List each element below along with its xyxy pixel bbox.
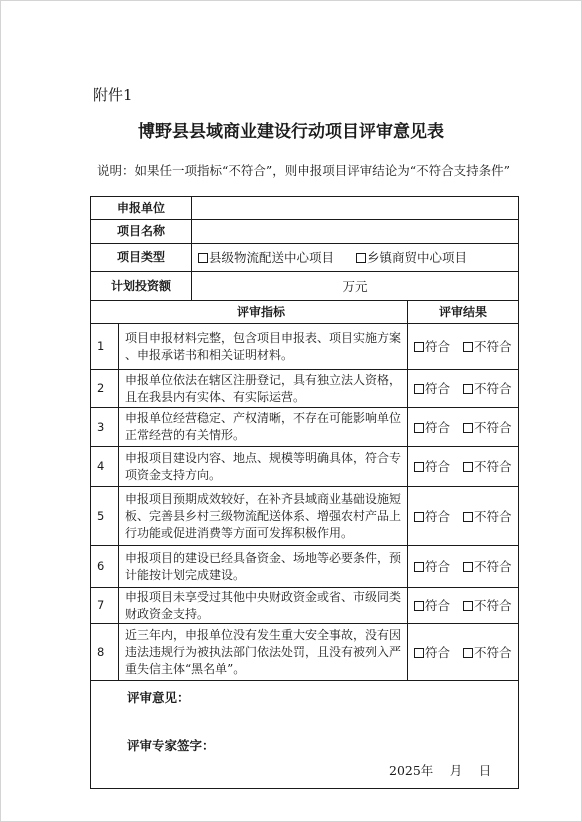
checkbox-icon — [463, 423, 473, 433]
criterion-number: 6 — [91, 546, 119, 588]
criterion-text — [119, 487, 408, 546]
result-option-label: 不符合 — [474, 644, 512, 660]
checkbox-icon — [414, 462, 424, 472]
criterion-row — [91, 546, 519, 588]
criterion-result — [408, 487, 519, 546]
result-option-label: 符合 — [425, 644, 451, 660]
result-option-conform — [414, 338, 450, 355]
project-name-value-cell — [192, 220, 519, 244]
criterion-text — [119, 324, 408, 370]
criterion-result — [408, 447, 519, 487]
result-option-conform — [414, 644, 450, 661]
criterion-result — [408, 324, 519, 370]
criterion-text — [119, 546, 408, 588]
criterion-text-line: 违法违规行为被执法部门依法处罚，且没有被列入严 — [125, 644, 402, 659]
criterion-text-line: 财政资金支持。 — [125, 606, 210, 621]
checkbox-icon — [463, 384, 473, 394]
criterion-text-line: 申报项目建设内容、地点、规模等明确具体，符合专 — [125, 450, 402, 465]
result-option-conform — [414, 419, 450, 436]
result-option-nonconform — [463, 508, 512, 525]
checkbox-icon — [463, 462, 473, 472]
result-option-label: 符合 — [425, 508, 451, 524]
project-type-option-label: 县级物流配送中心项目 — [209, 250, 335, 265]
criterion-result — [408, 624, 519, 681]
criterion-text-line: 申报项目预期成效较好，在补齐县域商业基础设施短 — [125, 491, 402, 506]
criterion-text-line: 重失信主体“黑名单”。 — [125, 661, 246, 676]
project-type-options — [192, 244, 519, 272]
investment-row — [91, 272, 519, 301]
project-type-option-label: 乡镇商贸中心项目 — [367, 250, 468, 265]
criterion-row — [91, 324, 519, 370]
checkbox-icon — [414, 562, 424, 572]
result-option-label: 不符合 — [474, 598, 512, 613]
checkbox-icon — [463, 648, 473, 658]
document-title: 博野县县域商业建设行动项目评审意见表 — [138, 122, 444, 142]
criterion-row — [91, 447, 519, 487]
criterion-text — [119, 408, 408, 447]
criterion-number: 2 — [91, 370, 119, 408]
result-option-nonconform — [463, 558, 512, 575]
result-option-conform — [414, 597, 450, 614]
checkbox-icon — [198, 253, 208, 263]
applicant-label: 申报单位 — [91, 197, 192, 220]
criterion-text-line: 项目申报材料完整，包含项目申报表、项目实施方案 — [125, 330, 402, 345]
checkbox-icon — [463, 342, 473, 352]
result-option-label: 符合 — [425, 381, 451, 396]
criterion-number: 8 — [91, 624, 119, 681]
checkbox-icon — [463, 512, 473, 522]
review-form-table — [90, 196, 519, 789]
instruction-note: 说明：如果任一项指标“不符合”，则申报项目评审结论为“不符合支持条件” — [97, 163, 511, 178]
criterion-row — [91, 487, 519, 546]
result-option-conform — [414, 558, 450, 575]
applicant-value-cell — [192, 197, 519, 220]
project-type-label: 项目类型 — [91, 244, 192, 272]
criterion-text-line: 申报单位经营稳定、产权清晰，不存在可能影响单位 — [125, 411, 402, 425]
applicant-row — [91, 197, 519, 220]
criterion-text-line: 行功能或促进消费等方面可发挥积极作用。 — [125, 525, 354, 540]
result-option-label: 不符合 — [474, 559, 512, 574]
project-name-row — [91, 220, 519, 244]
criterion-text-line: 板、完善县乡村三级物流配送体系、增强农村产品上 — [125, 508, 402, 523]
checkbox-icon — [414, 648, 424, 658]
criterion-text-line: 申报项目的建设已经具备资金、场地等必要条件，预 — [125, 550, 402, 565]
criterion-text — [119, 588, 408, 624]
attachment-label: 附件1 — [93, 86, 133, 104]
review-opinion-cell — [91, 681, 519, 789]
checkbox-icon — [356, 253, 366, 263]
result-option-label: 符合 — [425, 559, 451, 574]
expert-signature-label: 评审专家签字： — [127, 738, 215, 753]
criterion-result — [408, 546, 519, 588]
result-option-label: 符合 — [425, 419, 451, 435]
indicator-header: 评审指标 — [91, 301, 408, 324]
criterion-text-line: 、申报承诺书和相关证明材料。 — [125, 347, 294, 362]
result-option-nonconform — [463, 644, 512, 661]
result-option-label: 不符合 — [474, 459, 512, 474]
result-option-label: 不符合 — [474, 339, 512, 354]
criterion-result — [408, 370, 519, 408]
criterion-text-line: 项资金支持方向。 — [125, 467, 222, 482]
checkbox-icon — [414, 342, 424, 352]
criterion-text — [119, 447, 408, 487]
criterion-text — [119, 624, 408, 681]
criterion-row — [91, 624, 519, 681]
criterion-row — [91, 370, 519, 408]
result-option-conform — [414, 458, 450, 475]
criterion-text-line: 正常经营的有关情形。 — [125, 428, 246, 442]
criterion-number: 5 — [91, 487, 119, 546]
result-header: 评审结果 — [408, 301, 519, 324]
criterion-number: 7 — [91, 588, 119, 624]
criterion-result — [408, 408, 519, 447]
criterion-text-line: 近三年内，申报单位没有发生重大安全事故，没有因 — [125, 627, 402, 642]
review-opinion-label: 评审意见： — [127, 690, 190, 705]
investment-label: 计划投资额 — [91, 272, 192, 301]
result-option-nonconform — [463, 597, 512, 614]
criterion-text-line: 且在我县内有实体、有实际运营。 — [125, 389, 306, 404]
result-option-nonconform — [463, 380, 512, 397]
review-opinion-row — [91, 681, 519, 789]
investment-unit: 万元 — [192, 272, 519, 301]
criterion-text-line: 申报单位依法在辖区注册登记，具有独立法人资格， — [125, 372, 402, 387]
criterion-number: 4 — [91, 447, 119, 487]
result-option-label: 符合 — [425, 459, 451, 474]
project-name-label: 项目名称 — [91, 220, 192, 244]
criteria-header-row — [91, 301, 519, 324]
checkbox-icon — [414, 512, 424, 522]
result-option-label: 不符合 — [474, 508, 512, 524]
criterion-text — [119, 370, 408, 408]
result-option-label: 不符合 — [474, 381, 512, 396]
result-option-label: 符合 — [425, 339, 451, 354]
criterion-row — [91, 588, 519, 624]
criterion-number: 3 — [91, 408, 119, 447]
criterion-row — [91, 408, 519, 447]
result-option-conform — [414, 380, 450, 397]
review-opinion-area — [97, 681, 512, 788]
project-type-option-town-commerce — [356, 249, 467, 266]
project-type-row — [91, 244, 519, 272]
checkbox-icon — [414, 423, 424, 433]
criterion-result — [408, 588, 519, 624]
signature-date: 2025年 月 日 — [389, 763, 492, 778]
checkbox-icon — [463, 562, 473, 572]
checkbox-icon — [414, 384, 424, 394]
result-option-nonconform — [463, 419, 512, 436]
result-option-nonconform — [463, 458, 512, 475]
checkbox-icon — [463, 601, 473, 611]
result-option-conform — [414, 508, 450, 525]
result-option-label: 不符合 — [474, 419, 512, 435]
criterion-text-line: 申报项目未享受过其他中央财政资金或省、市级同类 — [125, 589, 402, 604]
checkbox-icon — [414, 601, 424, 611]
result-option-label: 符合 — [425, 598, 451, 613]
result-option-nonconform — [463, 338, 512, 355]
project-type-option-county-logistics — [198, 249, 334, 266]
criterion-number: 1 — [91, 324, 119, 370]
criterion-text-line: 计能按计划完成建设。 — [125, 567, 246, 582]
